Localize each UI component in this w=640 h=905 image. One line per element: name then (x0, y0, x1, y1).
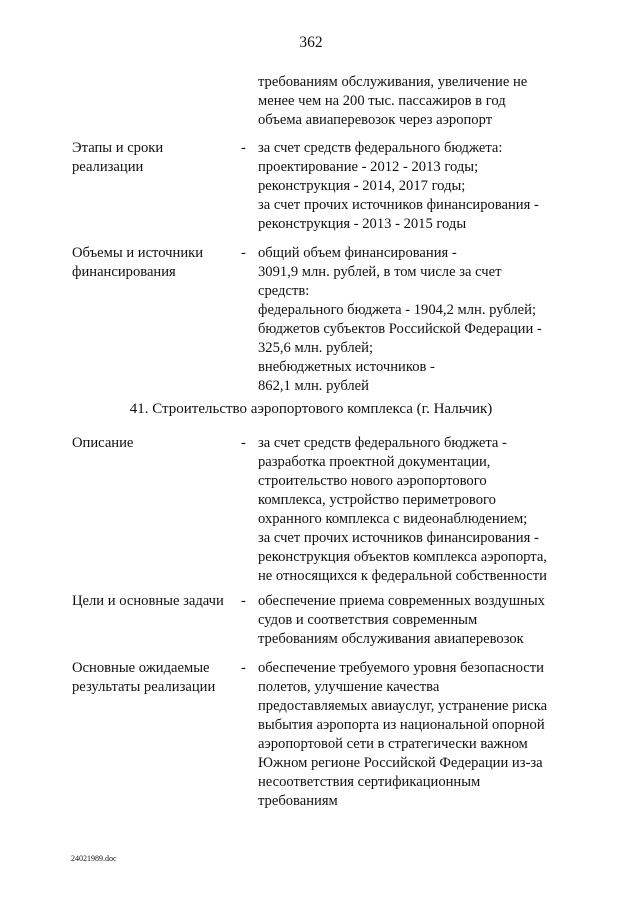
row-value (258, 434, 547, 586)
value-line: строительство нового аэропортового (258, 473, 487, 489)
label-line: результаты реализации (72, 679, 216, 695)
value-line: требованиям (258, 793, 338, 809)
row-label (72, 592, 224, 611)
text-line: объема авиаперевозок через аэропорт (258, 112, 493, 128)
value-line: федерального бюджета - 1904,2 млн. рублей; (258, 302, 537, 318)
value-line: предоставляемых авиауслуг, устранение риска (258, 698, 548, 714)
section-heading: 41. Строительство аэропортового комплекса (г. Нальчик) (129, 401, 493, 417)
label-line: финансирования (72, 264, 176, 280)
value-line: не относящихся к федеральной собственности (258, 568, 547, 584)
label-line: Основные ожидаемые (72, 660, 210, 676)
value-line: полетов, улучшение качества (258, 679, 440, 695)
value-line: 862,1 млн. рублей (258, 378, 369, 394)
continuation-text (258, 73, 527, 130)
value-line: аэропортовой сети в стратегически важном (258, 736, 528, 752)
page-number: 362 (299, 34, 323, 51)
row-label (72, 244, 203, 282)
value-line: реконструкция - 2014, 2017 годы; (258, 178, 466, 194)
value-line: судов и соответствия современным (258, 612, 478, 628)
value-line: несоответствия сертификационным (258, 774, 481, 790)
value-line: за счет средств федерального бюджета - (258, 435, 507, 451)
value-line: за счет прочих источников финансирования - (258, 530, 539, 546)
label-line: Объемы и источники (72, 245, 204, 261)
value-line: 3091,9 млн. рублей, в том числе за счет (258, 264, 502, 280)
value-line: комплекса, устройство периметрового (258, 492, 496, 508)
value-line: реконструкция - 2013 - 2015 годы (258, 216, 467, 232)
value-line: выбытия аэропорта из национальной опорной (258, 717, 545, 733)
value-line: разработка проектной документации, (258, 454, 491, 470)
value-line: за счет прочих источников финансирования - (258, 197, 539, 213)
row-value (258, 139, 539, 234)
value-line: проектирование - 2012 - 2013 годы; (258, 159, 479, 175)
label-line: реализации (72, 159, 144, 175)
value-line: средств: (258, 283, 310, 299)
value-line: за счет средств федерального бюджета: (258, 140, 503, 156)
row-label (72, 139, 163, 177)
row-dash: - (241, 593, 246, 609)
row-value (258, 244, 542, 396)
label-line: Этапы и сроки (72, 140, 164, 156)
value-line: охранного комплекса с видеонаблюдением; (258, 511, 528, 527)
row-dash: - (241, 660, 246, 676)
row-label (72, 434, 133, 453)
row-dash: - (241, 245, 246, 261)
row-value (258, 592, 545, 649)
row-dash: - (241, 140, 246, 156)
text-line: менее чем на 200 тыс. пассажиров в год (258, 93, 506, 109)
label-line: Описание (72, 435, 134, 451)
row-label (72, 659, 215, 697)
value-line: внебюджетных источников - (258, 359, 435, 375)
value-line: 325,6 млн. рублей; (258, 340, 374, 356)
label-line: Цели и основные задачи (72, 593, 224, 609)
footer-file-code: 24021989.doc (71, 854, 117, 863)
value-line: обеспечение требуемого уровня безопасности (258, 660, 544, 676)
text-line: требованиям обслуживания, увеличение не (258, 74, 528, 90)
value-line: обеспечение приема современных воздушных (258, 593, 545, 609)
row-value (258, 659, 547, 811)
value-line: реконструкция объектов комплекса аэропорта, (258, 549, 547, 565)
value-line: Южном регионе Российской Федерации из-за (258, 755, 543, 771)
value-line: общий объем финансирования - (258, 245, 457, 261)
value-line: бюджетов субъектов Российской Федерации - (258, 321, 542, 337)
row-dash: - (241, 435, 246, 451)
value-line: требованиям обслуживания авиаперевозок (258, 631, 524, 647)
